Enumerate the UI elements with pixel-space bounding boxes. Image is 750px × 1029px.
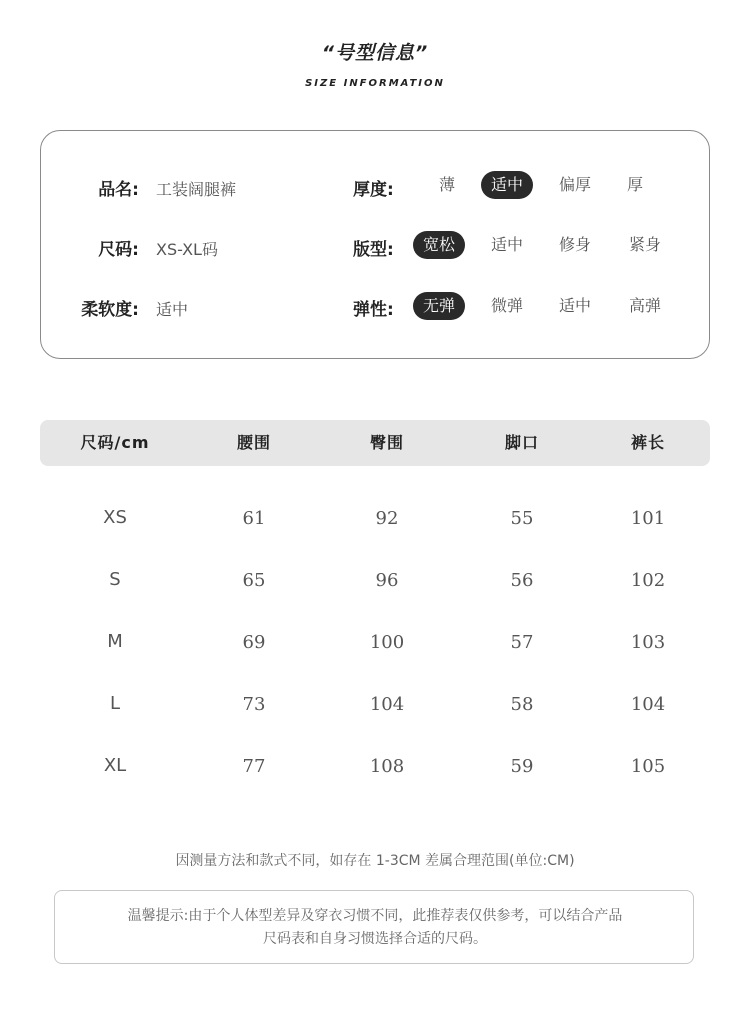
cell-leg-opening: 57	[510, 632, 534, 653]
tip-text	[75, 905, 675, 951]
tip-line-2: 尺码表和自身习惯选择合适的尺码。	[263, 931, 487, 947]
name-value: 工装阔腿裤	[156, 180, 237, 199]
cell-waist: 77	[242, 756, 266, 777]
cell-waist: 61	[242, 508, 266, 529]
cell-hip: 92	[375, 508, 399, 529]
softness-label: 柔软度:	[81, 300, 139, 320]
cell-size: L	[109, 693, 121, 714]
tip-line-1: 温馨提示:由于个人体型差异及穿衣习惯不同，此推荐表仅供参考，可以结合产品	[127, 908, 623, 924]
header-size: 尺码/cm	[80, 433, 150, 452]
cell-waist: 73	[242, 694, 266, 715]
elasticity-option: 微弹	[490, 296, 523, 315]
thickness-option: 薄	[438, 175, 455, 194]
thickness-option: 厚	[626, 175, 643, 194]
cell-leg-opening: 55	[510, 508, 534, 529]
cell-waist: 69	[242, 632, 266, 653]
page-title: “号型信息”	[321, 42, 429, 64]
fit-label: 版型:	[353, 240, 394, 260]
tip-box	[54, 890, 694, 964]
cell-length: 103	[630, 632, 666, 653]
page-subtitle: SIZE INFORMATION	[305, 78, 445, 89]
elasticity-option: 高弹	[628, 296, 661, 315]
cell-length: 105	[630, 756, 666, 777]
cell-hip: 100	[369, 632, 405, 653]
cell-leg-opening: 59	[510, 756, 534, 777]
fit-option: 修身	[558, 235, 591, 254]
fit-option: 适中	[490, 235, 523, 254]
header-hip: 臀围	[369, 433, 404, 452]
size-value: XS-XL码	[156, 240, 218, 259]
fit-option: 紧身	[628, 235, 661, 254]
header-length: 裤长	[630, 433, 665, 452]
cell-size: S	[109, 569, 121, 590]
product-info-box	[40, 130, 710, 359]
thickness-option: 偏厚	[558, 175, 591, 194]
cell-size: XS	[103, 507, 127, 528]
measurement-note: 因测量方法和款式不同，如存在 1-3CM 差属合理范围(单位:CM)	[175, 853, 575, 869]
cell-hip: 96	[375, 570, 399, 591]
fit-option-selected: 宽松	[413, 231, 465, 259]
cell-length: 102	[630, 570, 666, 591]
thickness-label: 厚度:	[353, 180, 394, 200]
cell-size: M	[107, 631, 123, 652]
cell-leg-opening: 58	[510, 694, 534, 715]
thickness-option-selected: 适中	[481, 171, 533, 199]
size-label: 尺码:	[98, 240, 139, 260]
cell-waist: 65	[242, 570, 266, 591]
header-leg-opening: 脚口	[504, 433, 539, 452]
elasticity-option: 适中	[558, 296, 591, 315]
softness-value: 适中	[156, 300, 189, 319]
name-label: 品名:	[98, 180, 139, 200]
cell-length: 104	[630, 694, 666, 715]
size-table-header	[40, 420, 710, 466]
cell-length: 101	[630, 508, 666, 529]
cell-hip: 104	[369, 694, 405, 715]
elasticity-option-selected: 无弹	[413, 292, 465, 320]
cell-hip: 108	[369, 756, 405, 777]
elasticity-label: 弹性:	[353, 300, 394, 320]
cell-size: XL	[103, 755, 127, 776]
header-waist: 腰围	[236, 433, 271, 452]
cell-leg-opening: 56	[510, 570, 534, 591]
